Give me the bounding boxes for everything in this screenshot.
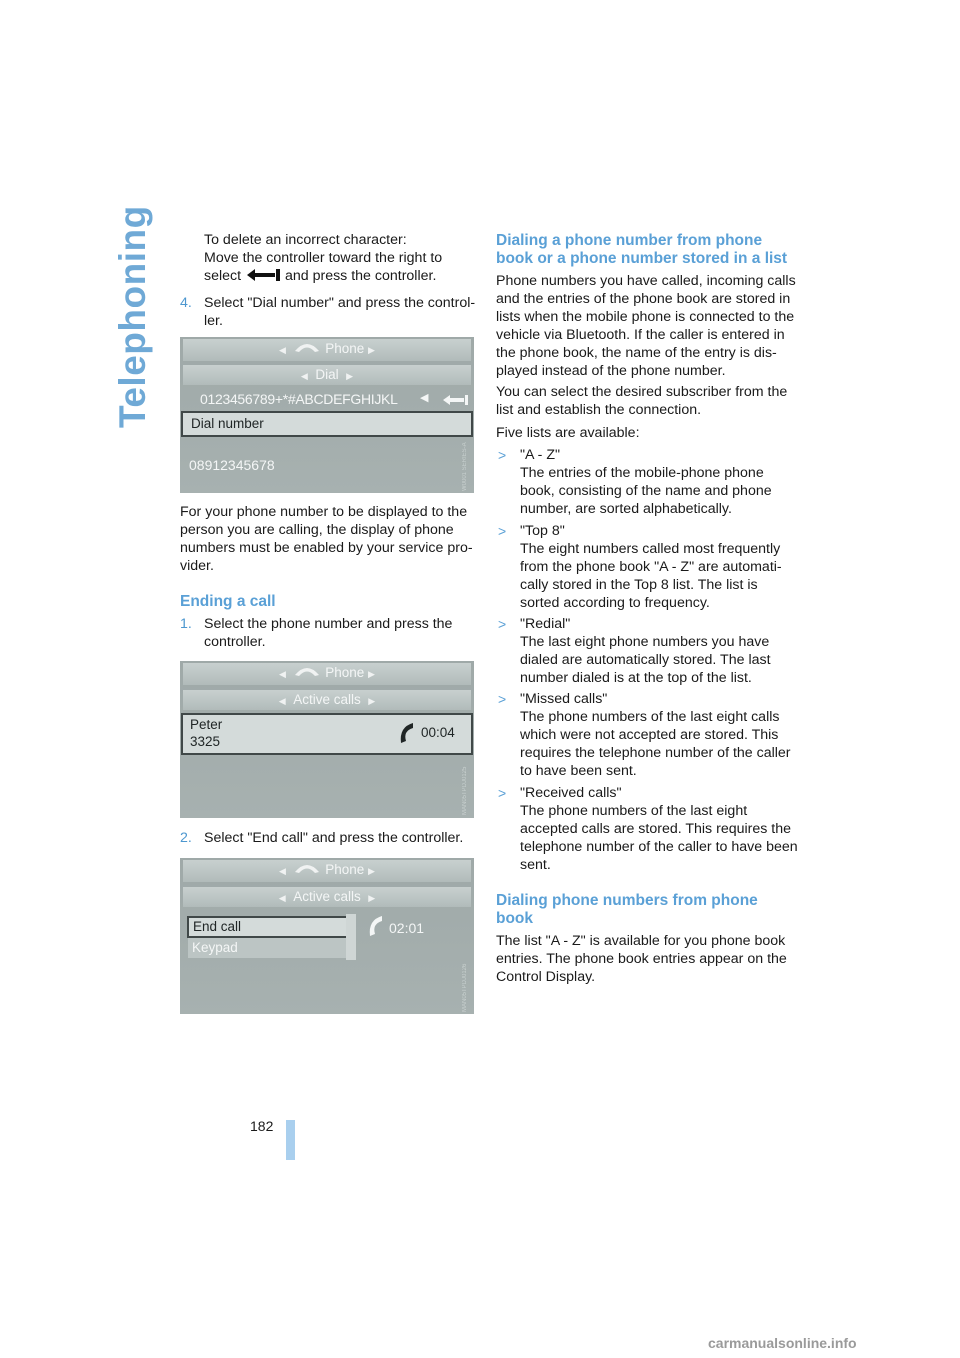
list-title: "A - Z" [520, 447, 561, 463]
backspace-icon [442, 394, 468, 406]
list-text: telephone number of the caller to have been [520, 839, 798, 855]
list-text: book, consisting of the name and phone [520, 483, 772, 499]
list-text: from the phone book "A - Z" are automati- [520, 559, 782, 575]
step-number: 4. [180, 295, 192, 311]
phone-handset-icon [293, 341, 321, 353]
list-text: number dialed is at the top of the list. [520, 670, 752, 686]
submenu-bar: ◀ Dial ▶ [183, 365, 471, 385]
list-text: sorted according to frequency. [520, 595, 710, 611]
caller-extension: 3325 [190, 734, 221, 749]
step-number: 1. [180, 616, 192, 632]
list-text: requires the telephone number of the caller [520, 745, 791, 761]
para-line: list and establish the connection. [496, 402, 702, 418]
bullet-marker: > [498, 691, 507, 707]
step-text: ler. [204, 313, 223, 329]
call-duration: 02:01 [389, 920, 425, 936]
phone-active-icon [366, 914, 386, 938]
para-line: entries. The phone book entries appear on the [496, 951, 787, 967]
scroll-left-icon: ◀ [420, 392, 429, 404]
para-line: numbers must be enabled by your service pro- [180, 540, 473, 556]
para-line: vider. [180, 558, 214, 574]
list-text: The eight numbers called most frequently [520, 541, 781, 557]
list-title: "Received calls" [520, 785, 622, 801]
heading-dialing-list: book or a phone number stored in a list [496, 250, 788, 267]
screenshot-active-calls [180, 661, 474, 818]
heading-ending-call: Ending a call [180, 593, 276, 610]
para-line: the phone book, the name of the entry is dis- [496, 345, 777, 361]
list-text: sent. [520, 857, 551, 873]
para-line: You can select the desired subscriber from the [496, 384, 788, 400]
para-line: Control Display. [496, 969, 596, 985]
heading-dialing-list: Dialing a phone number from phone [496, 232, 763, 249]
menu-bar: ◀ Phone ▶ [183, 339, 471, 361]
entered-number: 08912345678 [189, 457, 275, 473]
step-text: Select the phone number and press the [204, 616, 453, 632]
list-text: The last eight phone numbers you have [520, 634, 770, 650]
heading-phone-book: book [496, 910, 534, 927]
dial-number-item[interactable]: Dial number [181, 411, 473, 437]
phone-handset-icon [293, 862, 321, 874]
phone-handset-icon [293, 665, 321, 677]
char-row: 0123456789+*#ABCDEFGHIJKL [200, 391, 398, 407]
list-title: "Missed calls" [520, 691, 608, 707]
step-text: Select "Dial number" and press the control- [204, 295, 476, 311]
list-text: number, are sorted alphabetically. [520, 501, 732, 517]
call-duration: 00:04 [421, 725, 455, 740]
para-line: Phone numbers you have called, incoming calls [496, 273, 796, 289]
list-title: "Redial" [520, 616, 571, 632]
step-text: controller. [204, 634, 266, 650]
menu-bar: ◀ Phone ▶ [183, 663, 471, 685]
list-text: cally stored in the Top 8 list. The list is [520, 577, 758, 593]
intro-line: Move the controller toward the right to [204, 250, 443, 266]
page-marker-bar [286, 1120, 295, 1160]
menu-bar: ◀ Phone ▶ [183, 860, 471, 882]
list-title: "Top 8" [520, 523, 565, 539]
submenu-bar: ◀ Active calls ▶ [183, 887, 471, 907]
screenshot-end-call [180, 858, 474, 1014]
para-line: vehicle via Bluetooth. If the caller is entered in [496, 327, 785, 343]
intro-line: select and press the controller. [204, 268, 437, 284]
footer-watermark: carmanualsonline.info [708, 1335, 857, 1351]
list-text: which were not accepted are stored. This [520, 727, 779, 743]
para-line: For your phone number to be displayed to the [180, 504, 468, 520]
para-line: Five lists are available: [496, 425, 640, 441]
scrollbar[interactable] [346, 914, 356, 960]
figure-code: W0001 SERIES-A [462, 442, 468, 491]
phone-active-icon [397, 721, 417, 745]
list-text: The phone numbers of the last eight calls [520, 709, 780, 725]
bullet-marker: > [498, 523, 507, 539]
para-line: person you are calling, the display of phone [180, 522, 454, 538]
caller-name: Peter [190, 717, 223, 732]
para-line: and the entries of the phone book are stored in [496, 291, 791, 307]
page-number: 182 [250, 1118, 274, 1134]
list-text: to have been sent. [520, 763, 637, 779]
bullet-marker: > [498, 616, 507, 632]
step-number: 2. [180, 830, 192, 846]
bullet-marker: > [498, 785, 507, 801]
screenshot-dial [180, 337, 474, 493]
backspace-icon [245, 268, 281, 282]
figure-code: MAN05TPDJ0125 [462, 766, 468, 815]
para-line: played instead of the phone number. [496, 363, 726, 379]
step-text: Select "End call" and press the controller. [204, 830, 464, 846]
list-text: The phone numbers of the last eight [520, 803, 748, 819]
bullet-marker: > [498, 447, 507, 463]
keypad-item[interactable]: Keypad [188, 938, 352, 958]
para-line: The list "A - Z" is available for you phone book [496, 933, 786, 949]
end-call-item[interactable]: End call [187, 916, 350, 938]
active-call-entry[interactable] [181, 713, 473, 755]
figure-code: MAN05TPDJ0126 [462, 963, 468, 1012]
list-text: dialed are automatically stored. The last [520, 652, 771, 668]
submenu-bar: ◀ Active calls ▶ [183, 690, 471, 710]
intro-line: To delete an incorrect character: [204, 232, 407, 248]
para-line: lists when the mobile phone is connected to the [496, 309, 795, 325]
list-text: accepted calls are stored. This requires the [520, 821, 792, 837]
section-title: Telephoning [112, 205, 153, 428]
list-text: The entries of the mobile-phone phone [520, 465, 764, 481]
heading-phone-book: Dialing phone numbers from phone [496, 892, 758, 909]
